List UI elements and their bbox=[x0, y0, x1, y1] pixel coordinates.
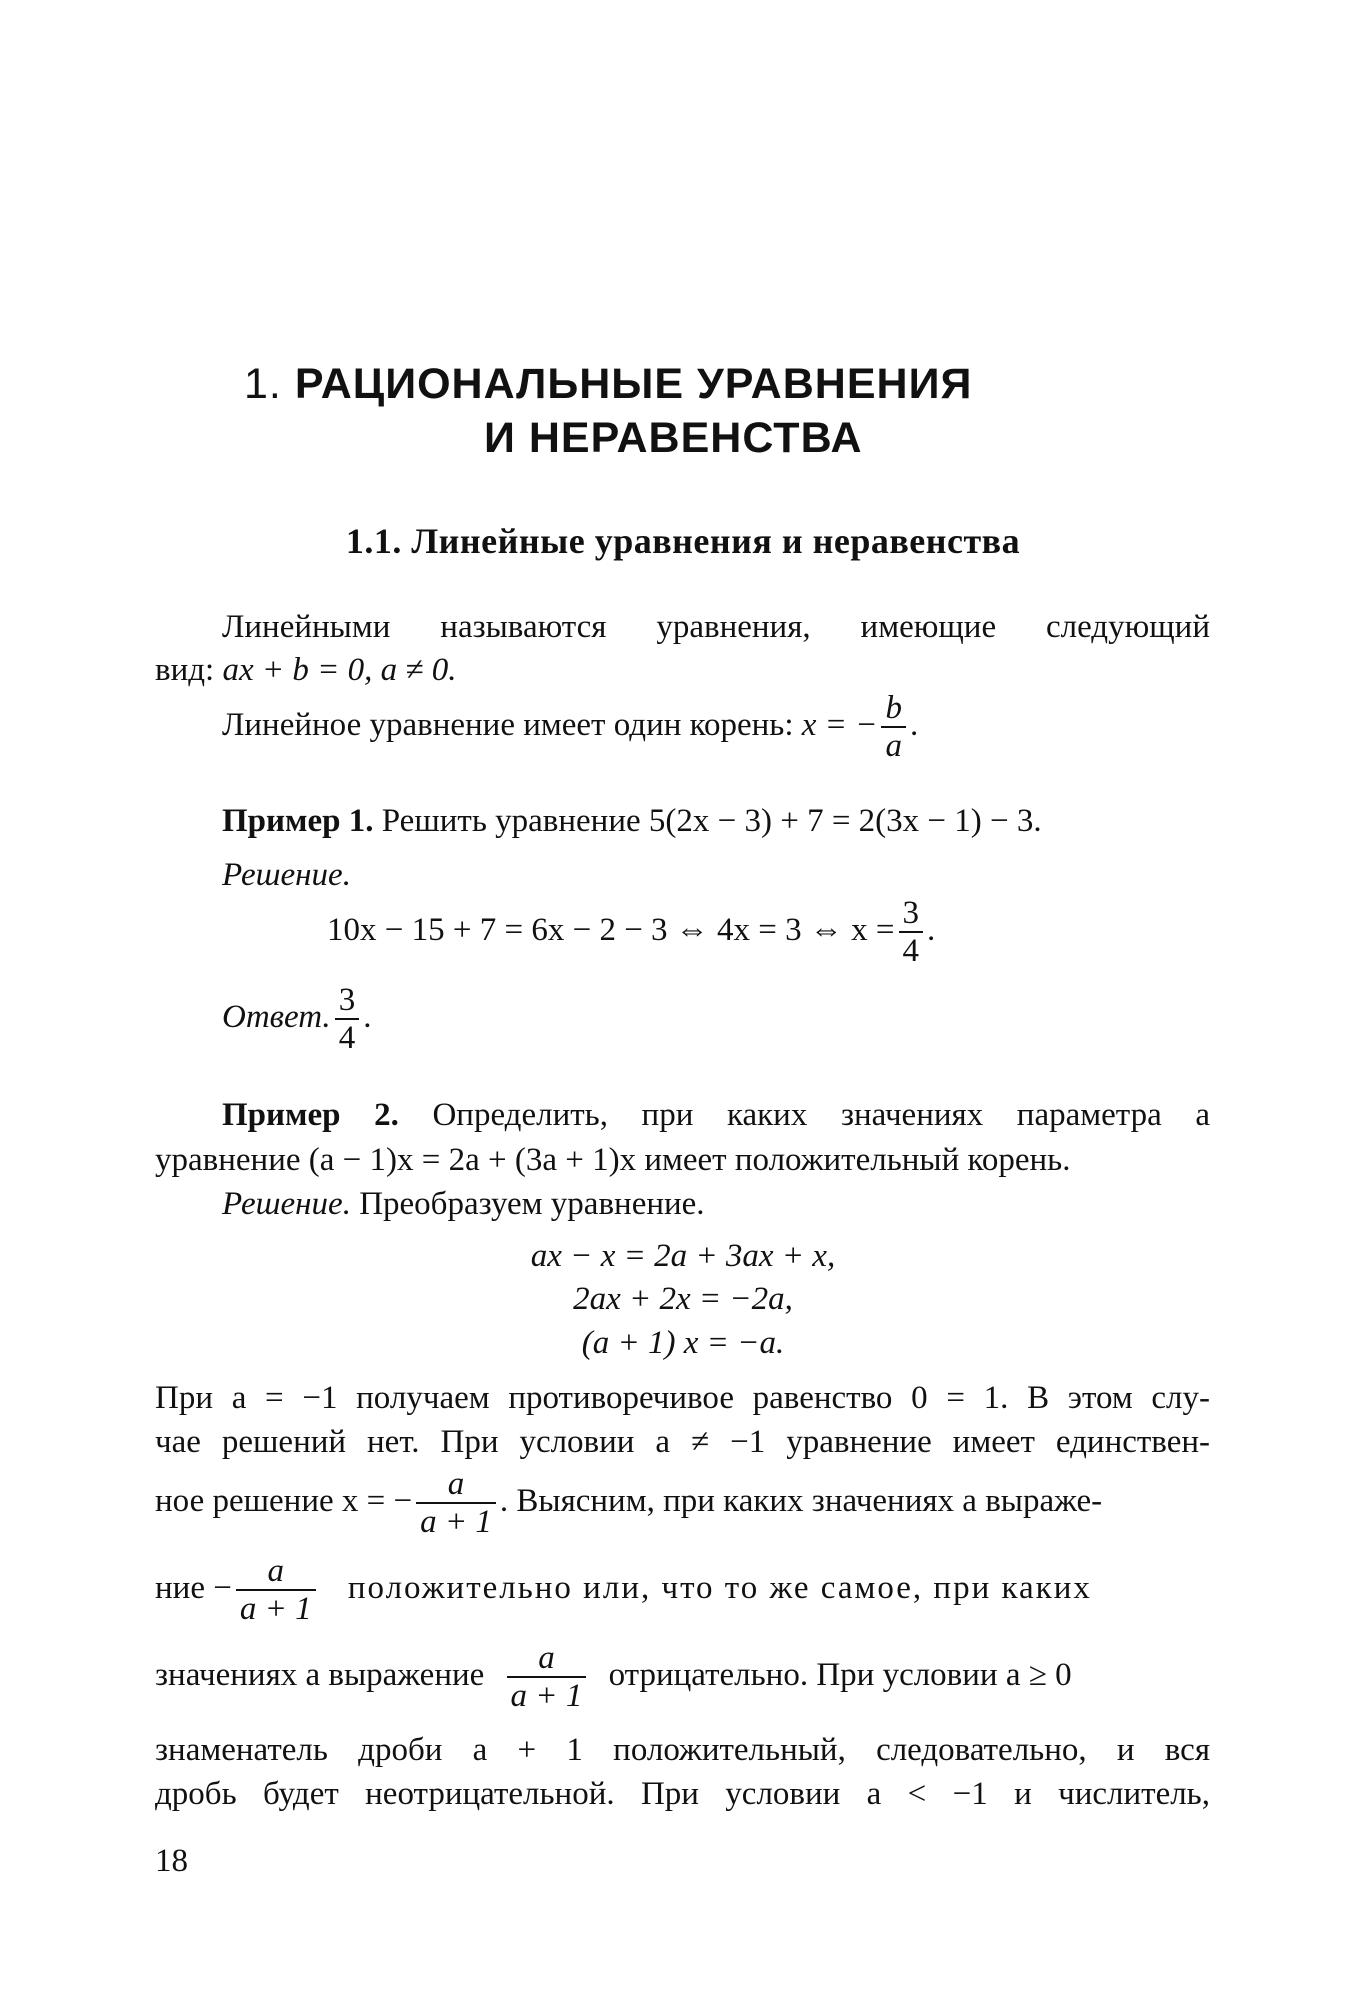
example-1-answer-label: Ответ. bbox=[222, 998, 331, 1035]
p3-post: . Выясним, при каких значениях a выраже- bbox=[499, 1482, 1103, 1519]
intro-line-1: Линейными называются уравнения, имеющие следующий bbox=[222, 609, 1210, 645]
page-number: 18 bbox=[155, 1843, 188, 1879]
p3-numerator: a bbox=[416, 1466, 496, 1504]
p4-fraction bbox=[236, 1553, 316, 1628]
example-2-paragraph-line-2: чае решений нет. При условии a ≠ −1 уравнение имеет единствен- bbox=[155, 1424, 1210, 1460]
intro-line-3 bbox=[222, 690, 918, 765]
p4-numerator: a bbox=[236, 1553, 316, 1591]
section-title: 1.1. Линейные уравнения и неравенства bbox=[345, 521, 1021, 561]
example-2-statement-line-1: Определить, при каких значениях параметра a bbox=[432, 1097, 1210, 1133]
example-1-solution-fraction bbox=[899, 895, 924, 970]
example-2-paragraph-line-1: При a = −1 получаем противоречивое равенство 0 = 1. В этом слу- bbox=[155, 1380, 1210, 1416]
intro-line-2-prefix: вид: bbox=[155, 652, 215, 688]
p3-pre: ное решение x = − bbox=[155, 1482, 413, 1519]
example-1-answer-denominator: 4 bbox=[338, 1020, 356, 1057]
example-1-solution-end: . bbox=[927, 911, 936, 948]
example-1-solution-eq-text: 10x − 15 + 7 = 6x − 2 − 3 ⇔ 4x = 3 ⇔ x = bbox=[327, 911, 895, 948]
example-1-solution-equation bbox=[327, 895, 935, 970]
example-1-answer bbox=[222, 982, 371, 1057]
p5-fraction bbox=[507, 1640, 587, 1715]
intro-line-2 bbox=[155, 652, 457, 690]
example-1-statement-line bbox=[222, 803, 1042, 841]
intro-line-3-text: Линейное уравнение имеет один корень: bbox=[222, 706, 794, 743]
example-1-statement: Решить уравнение 5(2x − 3) + 7 = 2(3x − 1) − 3. bbox=[381, 803, 1042, 839]
example-2-paragraph-line-5 bbox=[155, 1640, 1072, 1715]
chapter-number: 1. bbox=[244, 360, 282, 408]
root-fraction-denominator: a bbox=[885, 728, 902, 765]
example-1-label: Пример 1. bbox=[222, 803, 374, 839]
example-2-line-1 bbox=[222, 1097, 1210, 1135]
example-2-solution-line bbox=[222, 1186, 705, 1224]
example-2-label: Пример 2. bbox=[222, 1097, 399, 1133]
chapter-title-part1: РАЦИОНАЛЬНЫЕ УРАВНЕНИЯ bbox=[294, 360, 973, 408]
example-1-answer-fraction bbox=[335, 982, 360, 1057]
p3-denominator: a + 1 bbox=[420, 1504, 492, 1541]
example-2-solution-label: Решение. bbox=[222, 1186, 351, 1222]
root-formula-lhs: x = − bbox=[801, 706, 878, 743]
example-2-paragraph-line-6: знаменатель дроби a + 1 положительный, следовательно, и вся bbox=[155, 1732, 1210, 1768]
root-fraction bbox=[881, 690, 906, 765]
chapter-title-line1 bbox=[0, 360, 1366, 409]
p3-fraction bbox=[416, 1466, 496, 1541]
intro-line-3-end: . bbox=[909, 706, 919, 743]
example-2-paragraph-line-7: дробь будет неотрицательной. При условии a < −1 и числитель, bbox=[155, 1776, 1210, 1812]
chapter-title-line2: И НЕРАВЕНСТВА bbox=[484, 414, 863, 462]
example-2-statement-line-2: уравнение (a − 1)x = 2a + (3a + 1)x имеет положительный корень. bbox=[155, 1142, 1071, 1178]
p5-denominator: a + 1 bbox=[510, 1678, 583, 1715]
example-2-equation-2: 2ax + 2x = −2a, bbox=[573, 1281, 793, 1317]
p4-post: положительно или, что то же самое, при каких bbox=[347, 1569, 1092, 1606]
p5-numerator: a bbox=[507, 1640, 587, 1678]
linear-equation-formula: ax + b = 0, a ≠ 0. bbox=[222, 652, 457, 688]
p4-denominator: a + 1 bbox=[239, 1591, 312, 1628]
example-1-solution-label: Решение. bbox=[222, 857, 351, 893]
example-2-paragraph-line-3 bbox=[155, 1466, 1102, 1541]
example-2-equation-3: (a + 1) x = −a. bbox=[581, 1325, 785, 1361]
example-1-solution-denominator: 4 bbox=[902, 933, 920, 970]
example-1-solution-numerator: 3 bbox=[899, 895, 924, 933]
root-fraction-numerator: b bbox=[881, 690, 906, 728]
example-2-equation-1: ax − x = 2a + 3ax + x, bbox=[530, 1238, 836, 1274]
example-2-solution-text: Преобразуем уравнение. bbox=[359, 1186, 705, 1222]
p5-post: отрицательно. При условии a ≥ 0 bbox=[608, 1656, 1072, 1693]
example-1-answer-numerator: 3 bbox=[335, 982, 360, 1020]
p5-pre: значениях a выражение bbox=[155, 1656, 485, 1693]
p4-pre: ние − bbox=[155, 1569, 232, 1606]
example-2-paragraph-line-4 bbox=[155, 1553, 1092, 1628]
example-1-answer-end: . bbox=[363, 998, 372, 1035]
